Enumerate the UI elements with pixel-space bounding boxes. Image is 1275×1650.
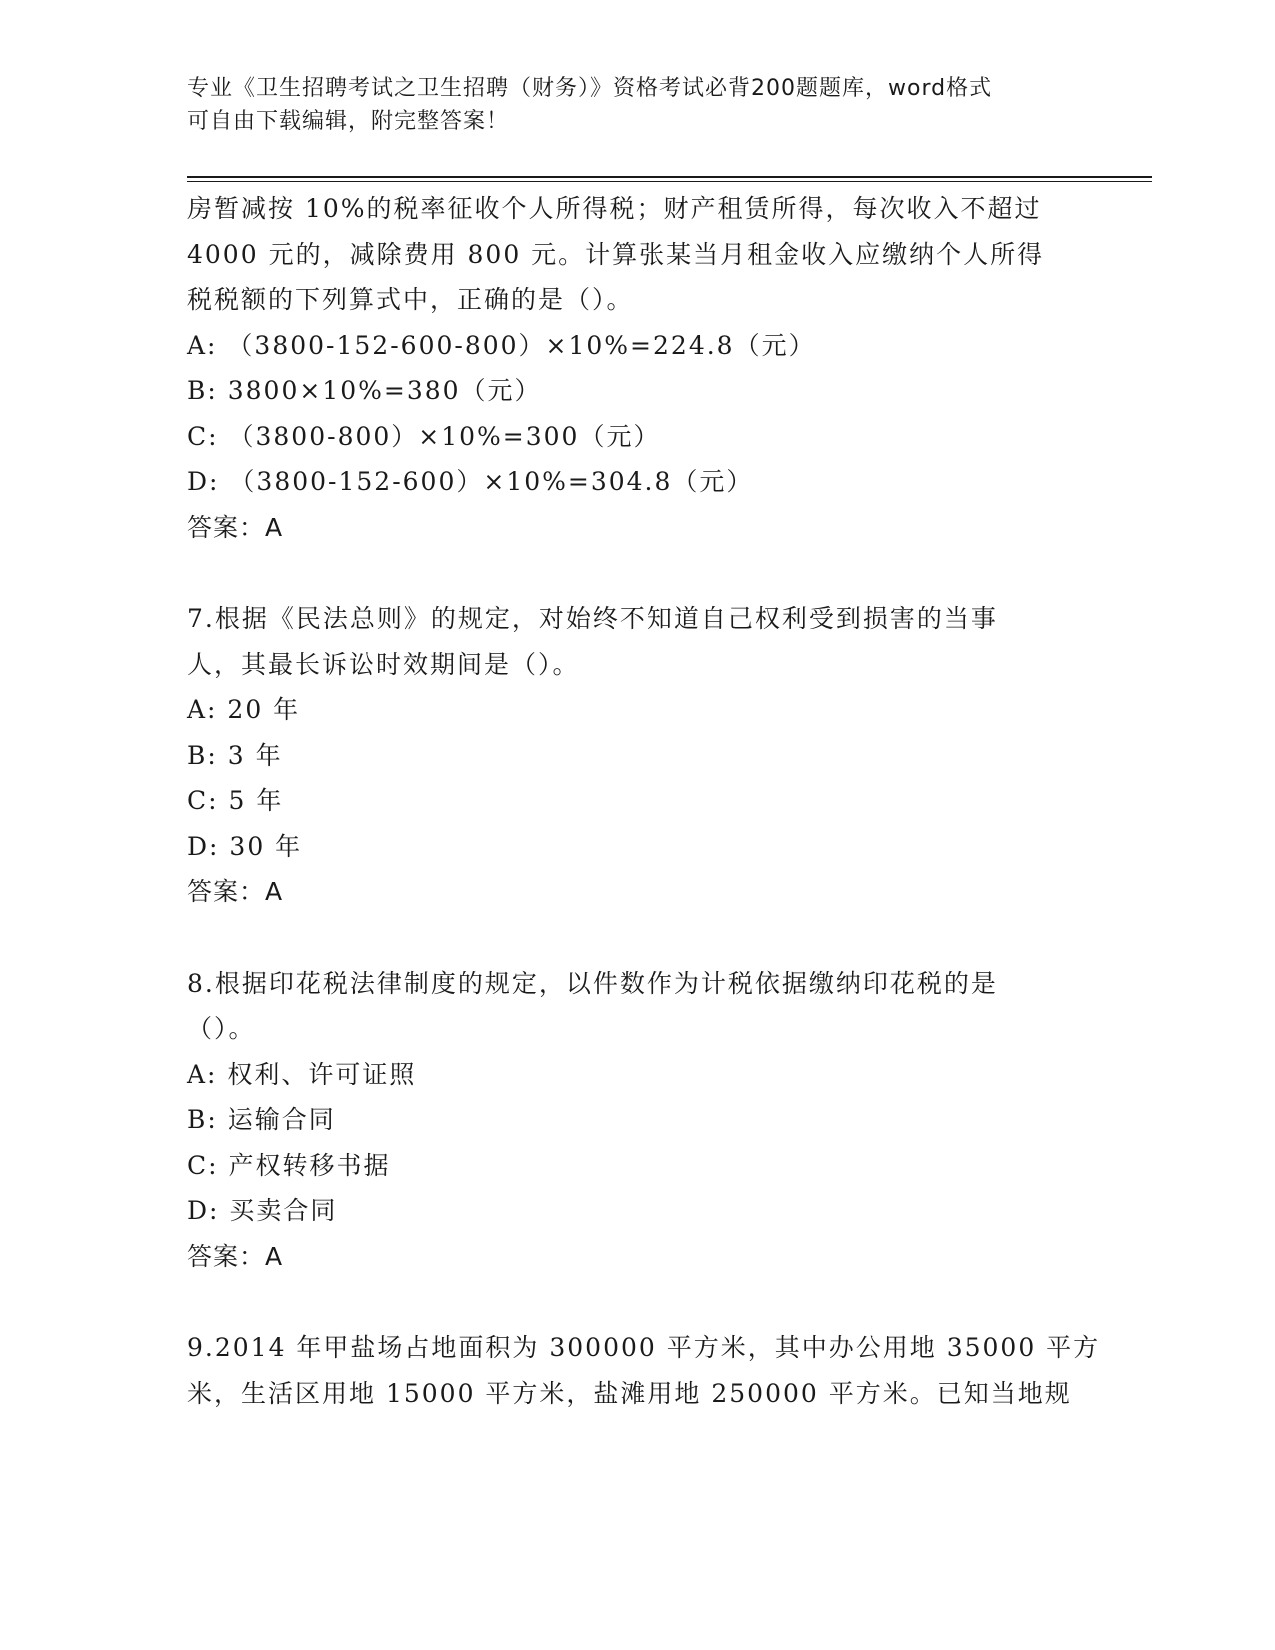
option-b: B: 运输合同 xyxy=(187,1105,336,1134)
option-a: A: 权利、许可证照 xyxy=(187,1059,417,1089)
question-7 xyxy=(187,596,1087,915)
question-text-line: 税税额的下列算式中，正确的是（）。 xyxy=(187,285,634,314)
question-text-line: 8.根据印花税法律制度的规定，以件数作为计税依据缴纳印花税的是 xyxy=(187,968,998,998)
question-text-line: 房暂减按 10%的税率征收个人所得税；财产租赁所得，每次收入不超过 xyxy=(187,194,1042,223)
document-body xyxy=(187,186,1101,1416)
option-a: A: （3800-152-600-800）×10%=224.8（元） xyxy=(187,330,816,360)
option-d: D: （3800-152-600）×10%=304.8（元） xyxy=(187,467,754,496)
option-d: D: 买卖合同 xyxy=(187,1196,338,1225)
spacer xyxy=(187,915,1087,961)
question-text-line: 人，其最长诉讼时效期间是（）。 xyxy=(187,649,580,679)
option-b: B: 3800×10%=380（元） xyxy=(187,376,542,405)
header-divider-thick xyxy=(187,176,1152,178)
option-c: C: （3800-800）×10%=300（元） xyxy=(187,421,661,451)
answer: 答案：A xyxy=(187,512,284,542)
header-line-2: 可自由下载编辑，附完整答案！ xyxy=(187,109,510,134)
document-header xyxy=(187,72,1087,138)
header-line-1: 专业《卫生招聘考试之卫生招聘（财务）》资格考试必背200题题库，word格式 xyxy=(187,76,993,101)
question-text-line: 7.根据《民法总则》的规定，对始终不知道自己权利受到损害的当事 xyxy=(187,604,998,633)
option-c: C: 产权转移书据 xyxy=(187,1150,391,1180)
question-6-continued xyxy=(187,186,1087,550)
option-a: A: 20 年 xyxy=(187,695,301,724)
spacer xyxy=(187,550,1087,596)
question-text-line: 米，生活区用地 15000 平方米，盐滩用地 250000 平方米。已知当地规 xyxy=(187,1378,1072,1408)
question-text-line: 4000 元的，减除费用 800 元。计算张某当月租金收入应缴纳个人所得 xyxy=(187,239,1045,269)
answer: 答案：A xyxy=(187,1241,284,1271)
answer: 答案：A xyxy=(187,877,284,906)
option-c: C: 5 年 xyxy=(187,786,284,815)
question-9 xyxy=(187,1325,1101,1416)
option-b: B: 3 年 xyxy=(187,740,283,770)
option-d: D: 30 年 xyxy=(187,831,303,861)
spacer xyxy=(187,1279,1087,1325)
question-text-line: 9.2014 年甲盐场占地面积为 300000 平方米，其中办公用地 35000 平方 xyxy=(187,1333,1101,1362)
question-8 xyxy=(187,961,1087,1280)
header-divider-thin xyxy=(187,181,1152,182)
question-text-line: （）。 xyxy=(187,1014,256,1043)
